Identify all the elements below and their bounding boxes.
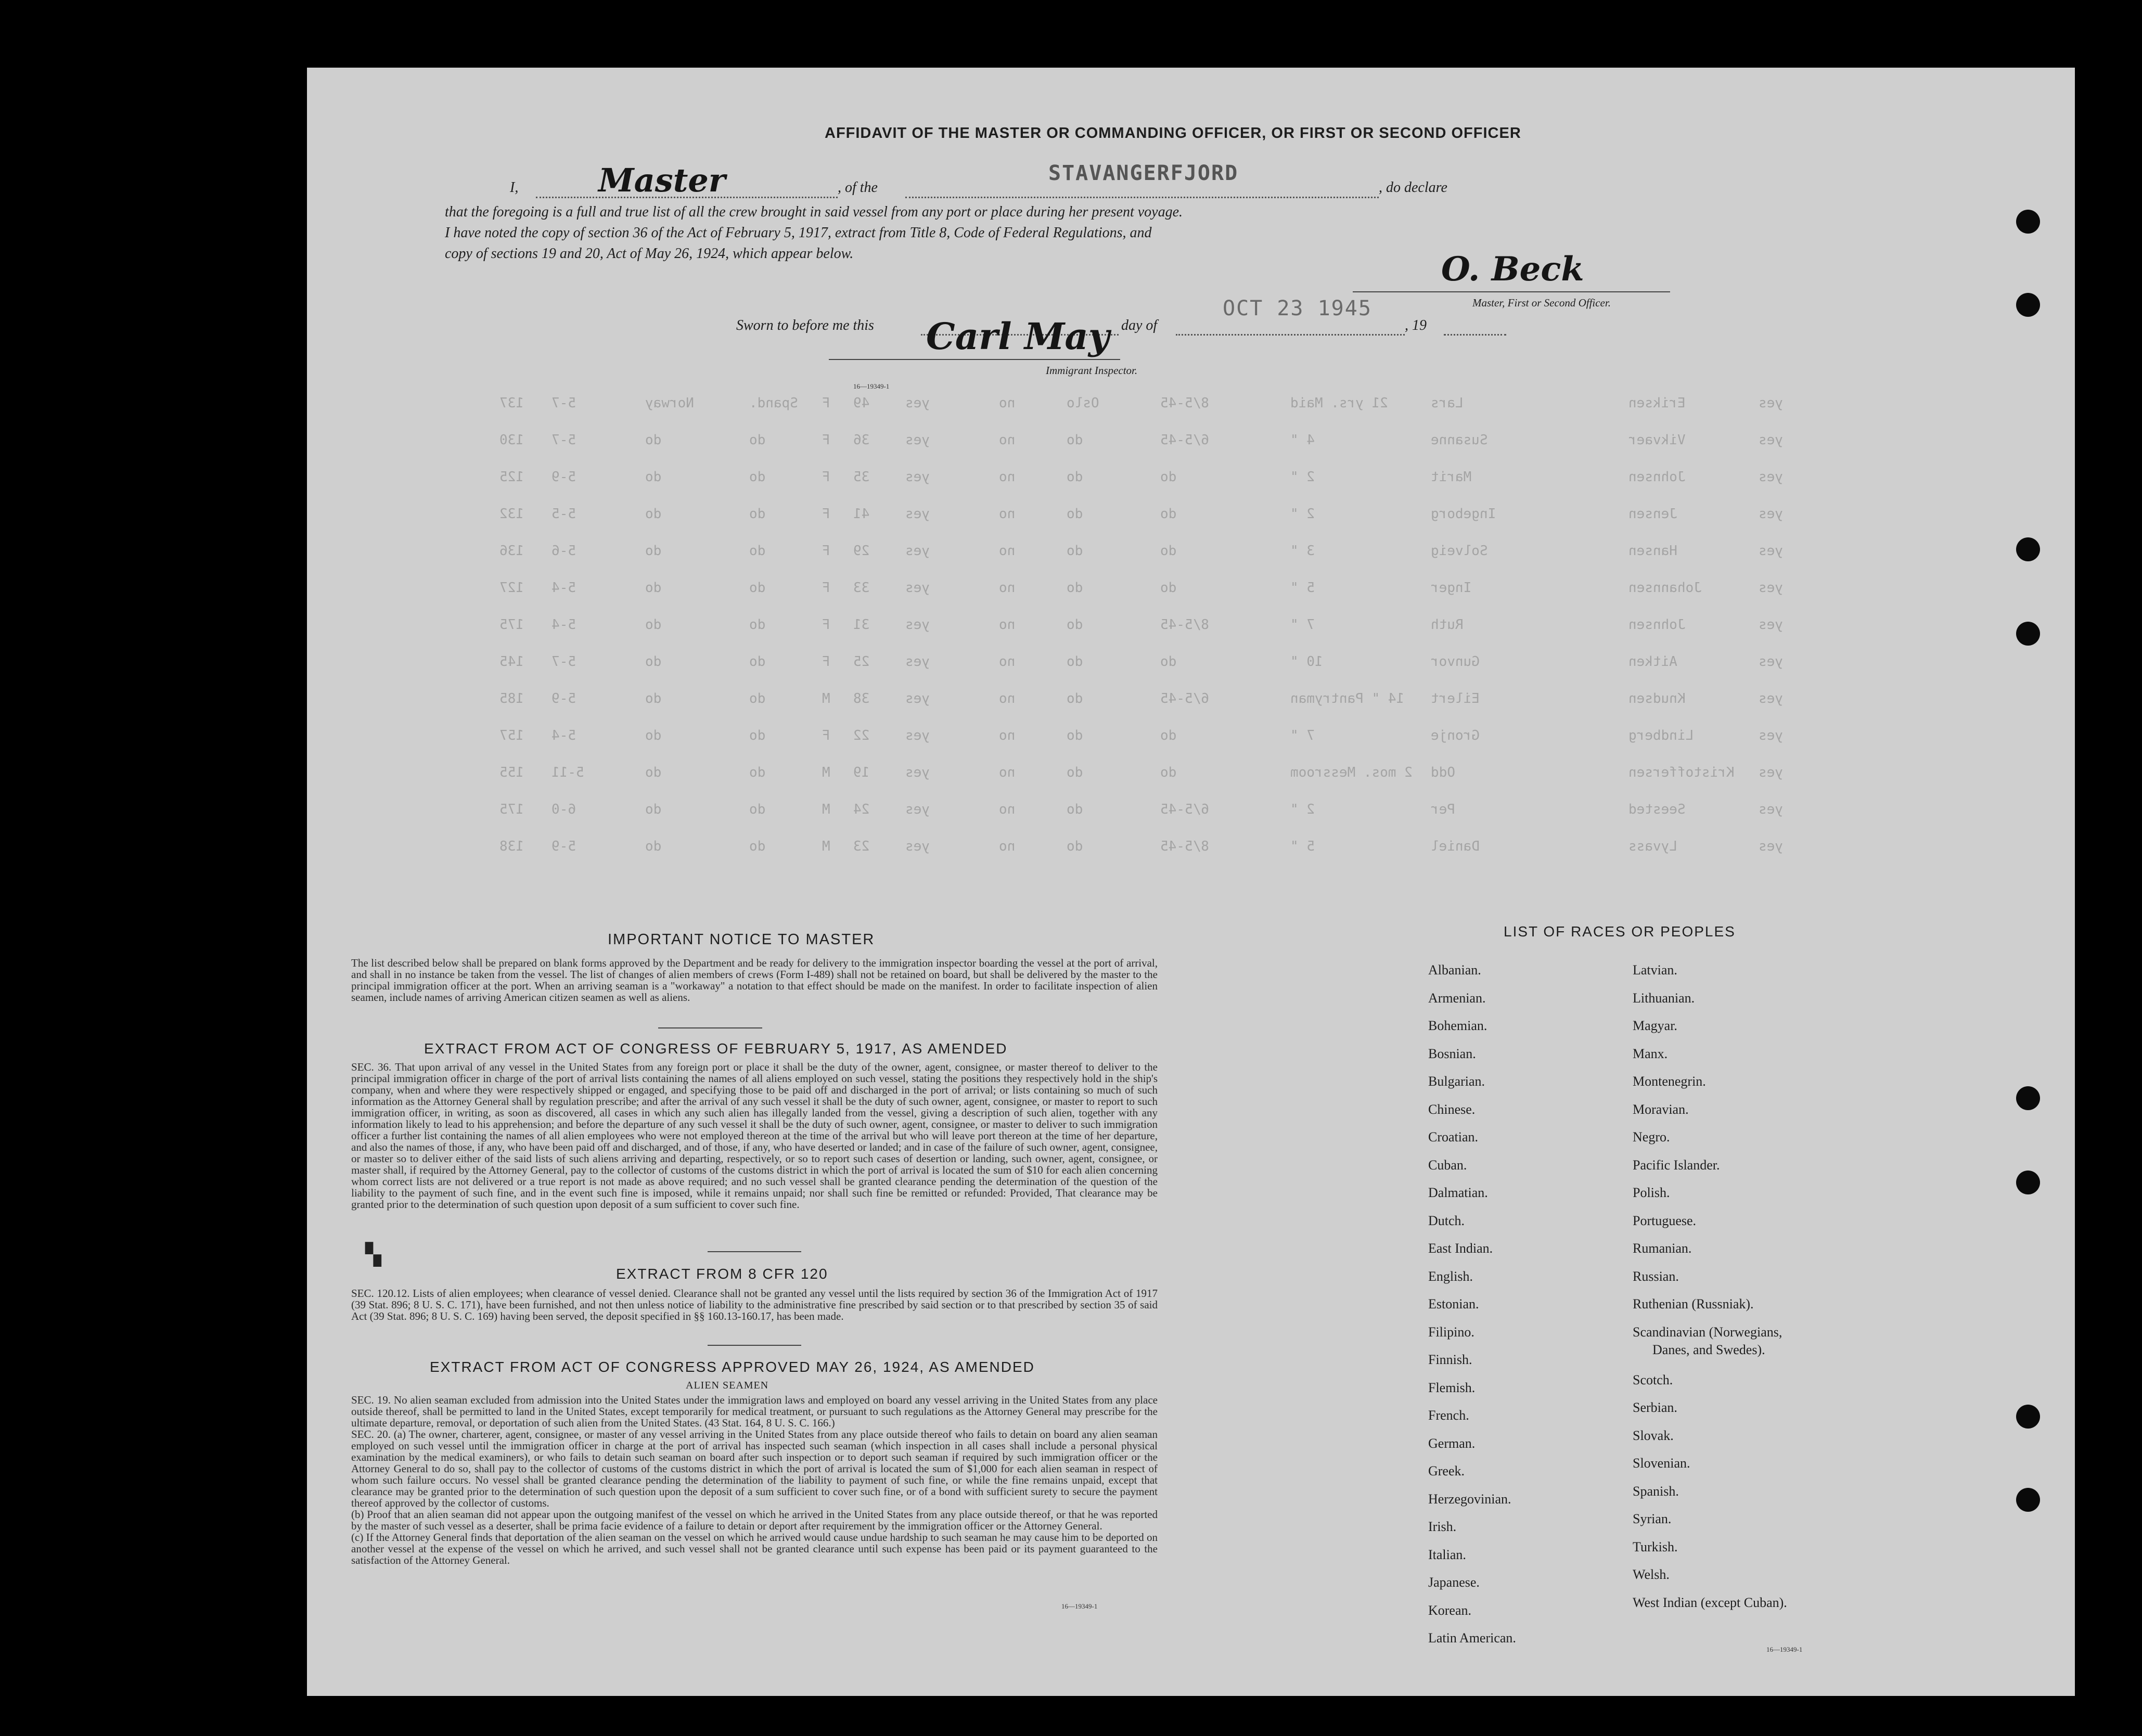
race-item: Bohemian. bbox=[1428, 1018, 1487, 1033]
bleedthrough-text: 5 " bbox=[1290, 839, 1315, 854]
race-item: Latin American. bbox=[1428, 1630, 1516, 1645]
bleedthrough-text: do bbox=[1067, 432, 1083, 448]
bleedthrough-text: Johnsen bbox=[1628, 469, 1686, 485]
bleedthrough-text: Gronje bbox=[1431, 728, 1480, 743]
bleedthrough-text: no bbox=[999, 432, 1016, 448]
bleedthrough-text: do bbox=[1160, 543, 1177, 559]
bleedthrough-text: 2 " bbox=[1290, 469, 1315, 485]
bleedthrough-text: 175 bbox=[499, 802, 524, 817]
race-item: Greek. bbox=[1428, 1463, 1465, 1478]
race-item: Flemish. bbox=[1428, 1380, 1476, 1395]
bleedthrough-text: no bbox=[999, 802, 1016, 817]
bleedthrough-text: 8/5-45 bbox=[1160, 617, 1209, 633]
bleedthrough-text: 6-0 bbox=[551, 802, 576, 817]
bleedthrough-text: yes bbox=[905, 506, 930, 522]
bleedthrough-text: Jensen bbox=[1628, 506, 1677, 522]
bleedthrough-text: 5-9 bbox=[551, 691, 576, 706]
bleedthrough-text: Oslo bbox=[1067, 395, 1099, 411]
bleedthrough-text: do bbox=[1067, 543, 1083, 559]
race-item: Russian. bbox=[1633, 1268, 1679, 1284]
bleedthrough-text: Odd bbox=[1431, 765, 1455, 780]
bleedthrough-text: yes bbox=[1759, 802, 1783, 817]
bleedthrough-text: 136 bbox=[499, 543, 524, 559]
bleedthrough-text: do bbox=[749, 469, 766, 485]
bleedthrough-text: 5-9 bbox=[551, 469, 576, 485]
bleedthrough-text: yes bbox=[1759, 543, 1783, 559]
bleedthrough-text: do bbox=[749, 580, 766, 596]
bleedthrough-text: Marit bbox=[1431, 469, 1472, 485]
bleedthrough-text: do bbox=[1067, 469, 1083, 485]
bleedthrough-text: do bbox=[645, 765, 662, 780]
bleedthrough-text: 130 bbox=[499, 432, 524, 448]
bleedthrough-text: yes bbox=[1759, 839, 1783, 854]
bleedthrough-text: 5-11 bbox=[551, 765, 584, 780]
bleedthrough-text: 5-6 bbox=[551, 543, 576, 559]
bleedthrough-text: Johnsen bbox=[1628, 617, 1686, 633]
binder-hole bbox=[2016, 1488, 2040, 1512]
binder-hole bbox=[2016, 210, 2040, 234]
bleedthrough-text: 155 bbox=[499, 765, 524, 780]
bleedthrough-text: 138 bbox=[499, 839, 524, 854]
notice-title: IMPORTANT NOTICE TO MASTER bbox=[608, 931, 875, 948]
bleedthrough-text: no bbox=[999, 654, 1016, 670]
race-item: Cuban. bbox=[1428, 1157, 1467, 1173]
race-item: Montenegrin. bbox=[1633, 1074, 1706, 1089]
race-item: Dutch. bbox=[1428, 1213, 1465, 1228]
binder-hole bbox=[2016, 622, 2040, 646]
bleedthrough-text: 33 bbox=[853, 580, 870, 596]
year-prefix: , 19 bbox=[1405, 317, 1427, 333]
day-of-label: day of bbox=[1121, 317, 1158, 333]
date-stamp: OCT 23 1945 bbox=[1223, 297, 1372, 320]
race-item: Spanish. bbox=[1633, 1483, 1679, 1499]
bleedthrough-text: yes bbox=[905, 728, 930, 743]
bleedthrough-text: Knudsen bbox=[1628, 691, 1686, 706]
bleedthrough-text: Solveig bbox=[1431, 543, 1488, 559]
bleedthrough-text: yes bbox=[1759, 395, 1783, 411]
races-title: LIST OF RACES OR PEOPLES bbox=[1504, 923, 1736, 940]
bleedthrough-text: 125 bbox=[499, 469, 524, 485]
bleedthrough-text: 24 bbox=[853, 802, 870, 817]
race-item: Negro. bbox=[1633, 1129, 1670, 1145]
race-item: Portuguese. bbox=[1633, 1213, 1697, 1228]
binder-hole bbox=[2016, 293, 2040, 317]
race-item: Danes, and Swedes). bbox=[1652, 1342, 1765, 1357]
bleedthrough-text: yes bbox=[1759, 580, 1783, 596]
race-item: Manx. bbox=[1633, 1046, 1668, 1061]
bleedthrough-text: 10 " bbox=[1290, 654, 1323, 670]
bleedthrough-text: do bbox=[1160, 765, 1177, 780]
bleedthrough-text: do bbox=[749, 839, 766, 854]
race-item: Turkish. bbox=[1633, 1539, 1678, 1554]
bleedthrough-text: do bbox=[645, 691, 662, 706]
bleedthrough-text: do bbox=[1067, 765, 1083, 780]
extract-1924-text bbox=[351, 1394, 1158, 1566]
bleedthrough-text: F bbox=[822, 469, 830, 485]
bleedthrough-text: yes bbox=[905, 432, 930, 448]
race-item: Bulgarian. bbox=[1428, 1074, 1485, 1089]
bleedthrough-text: 5-9 bbox=[551, 839, 576, 854]
bleedthrough-text: Norway bbox=[645, 395, 694, 411]
bleedthrough-text: Eriksen bbox=[1628, 395, 1686, 411]
bleedthrough-text: no bbox=[999, 395, 1016, 411]
bleedthrough-text: 5-4 bbox=[551, 580, 576, 596]
inspector-label: Immigrant Inspector. bbox=[1046, 364, 1138, 377]
bleedthrough-text: do bbox=[749, 432, 766, 448]
bleedthrough-text: 5-7 bbox=[551, 654, 576, 670]
extract-1924-title: EXTRACT FROM ACT OF CONGRESS APPROVED MAY 26, 1924, AS AMENDED bbox=[430, 1359, 1035, 1375]
margin-mark: ▚ bbox=[365, 1243, 381, 1266]
race-item: Filipino. bbox=[1428, 1324, 1474, 1340]
bleedthrough-text: F bbox=[822, 580, 830, 596]
bleedthrough-text: 25 bbox=[853, 654, 870, 670]
master-label: Master, First or Second Officer. bbox=[1472, 297, 1611, 309]
bleedthrough-text: M bbox=[822, 765, 830, 780]
bleedthrough-text: do bbox=[1067, 728, 1083, 743]
bleedthrough-text: yes bbox=[905, 469, 930, 485]
signer-handwriting: Master bbox=[598, 161, 726, 199]
race-item: English. bbox=[1428, 1268, 1473, 1284]
bleedthrough-text: yes bbox=[1759, 506, 1783, 522]
bleedthrough-text: 29 bbox=[853, 543, 870, 559]
bleedthrough-text: yes bbox=[905, 395, 930, 411]
bleedthrough-text: M bbox=[822, 691, 830, 706]
bleedthrough-text: F bbox=[822, 654, 830, 670]
bleedthrough-text: do bbox=[1067, 617, 1083, 633]
bleedthrough-text: Daniel bbox=[1431, 839, 1480, 854]
bleedthrough-text: yes bbox=[905, 691, 930, 706]
bleedthrough-text: M bbox=[822, 839, 830, 854]
bleedthrough-text: M bbox=[822, 802, 830, 817]
affidavit-title: AFFIDAVIT OF THE MASTER OR COMMANDING OFFICER, OR FIRST OR SECOND OFFICER bbox=[825, 125, 1521, 142]
race-item: Ruthenian (Russniak). bbox=[1633, 1296, 1754, 1311]
race-item: Korean. bbox=[1428, 1602, 1472, 1618]
extract-cfr-title: EXTRACT FROM 8 CFR 120 bbox=[616, 1266, 828, 1282]
bleedthrough-text: 175 bbox=[499, 617, 524, 633]
bleedthrough-text: Johannsen bbox=[1628, 580, 1702, 596]
bleedthrough-text: 23 bbox=[853, 839, 870, 854]
bleedthrough-text: yes bbox=[1759, 617, 1783, 633]
bleedthrough-text: Eilert bbox=[1431, 691, 1480, 706]
bleedthrough-text: yes bbox=[1759, 691, 1783, 706]
extract-1924-subtitle: ALIEN SEAMEN bbox=[686, 1380, 769, 1391]
inspector-signature: Carl May bbox=[926, 315, 1110, 358]
bleedthrough-text: yes bbox=[905, 617, 930, 633]
bleedthrough-text: 5 " bbox=[1290, 580, 1315, 596]
bleedthrough-text: 41 bbox=[853, 506, 870, 522]
bleedthrough-text: Per bbox=[1431, 802, 1455, 817]
bleedthrough-text: yes bbox=[905, 839, 930, 854]
bleedthrough-text: Lyvass bbox=[1628, 839, 1677, 854]
bleedthrough-text: 14 " Pantryman bbox=[1290, 691, 1405, 706]
sec-19-paragraph: SEC. 19. No alien seaman excluded from admission into the United States under the immigration laws and employed on board any vessel arriving in the United States from any place outside thereof, shall be permitted to land in the United States, except temporarily for medical treatment, or pursuant to such regulations as the Attorney General may prescribe for the ultimate departure, removal, or deportation of such alien from the United States. (43 Stat. 164, 8 U. S. C. 166.) bbox=[351, 1394, 1158, 1429]
bleedthrough-text: do bbox=[1160, 654, 1177, 670]
bleedthrough-text: do bbox=[645, 802, 662, 817]
race-item: Japanese. bbox=[1428, 1575, 1480, 1590]
bleedthrough-text: 19 bbox=[853, 765, 870, 780]
bleedthrough-text: do bbox=[749, 506, 766, 522]
extract-1917-text: SEC. 36. That upon arrival of any vessel in the United States from any foreign port or place it shall be the duty of the owner, agent, consignee, or master thereof to deliver to the principal immigration officer in charge of the port of arrival lists containing the names of all aliens employed on such vessel, stating the positions they respectively hold in the ship's company, when and where they were respectively shipped or engaged, and specifying those to be paid off and discharged in the port of arrival; or lists containing so much of such information as the Attorney General shall by regulation prescribe; and after the arrival of any such vessel it shall be the duty of such owner, agent, consignee, or master to report to such immigration officer, in writing, as soon as discovered, all cases in which any such alien has illegally landed from the vessel, giving a description of such alien, together with any information likely to lead to his apprehension; and before the departure of any such vessel it shall be the duty of such owner, agent, consignee, or master to deliver to such immigration officer a further list containing the names of all alien employees who were not employed thereon at the time of the arrival but who will leave port thereon at the time of her departure, and also the names of those, if any, who have been paid off and discharged, and of those, if any, who have deserted or landed; and in case of the failure of such owner, agent, consignee, or master so to deliver either of the said lists of such aliens arriving and departing, respectively, or so to report such cases of desertion or landing, such owner, agent, consignee, or master shall, if required by the Attorney General, pay to the collector of customs of the customs district in which the port of arrival is located the sum of $10 for each alien concerning whom correct lists are not delivered or a true report is not made as above required; and no such vessel shall be granted clearance pending the determination of the question of the liability to the payment of such fine, and in the event such fine is imposed, while it remains unpaid; nor shall such fine be remitted or refunded: Provided, That clearance may be granted prior to the determination of such question upon deposit of a sum sufficient to cover such fine. bbox=[351, 1061, 1158, 1211]
bleedthrough-text: Ruth bbox=[1431, 617, 1464, 633]
race-item: Finnish. bbox=[1428, 1352, 1472, 1367]
race-item: Polish. bbox=[1633, 1185, 1670, 1200]
sec-20b-paragraph: (b) Proof that an alien seaman did not appear upon the outgoing manifest of the vessel on which he arrived in the United States from any place outside thereof, or that he was reported by the master of such vessel as a deserter, shall be prima facie evidence of a failure to detain or deport after requirement by the immigration officer or the Attorney General. bbox=[351, 1508, 1158, 1532]
bleedthrough-text: do bbox=[1067, 580, 1083, 596]
bleedthrough-text: do bbox=[645, 432, 662, 448]
bleedthrough-text: yes bbox=[905, 802, 930, 817]
bleedthrough-text: no bbox=[999, 506, 1016, 522]
form-number-left: 16—19349-1 bbox=[1061, 1602, 1098, 1610]
race-item: Slovak. bbox=[1633, 1428, 1674, 1443]
binder-hole bbox=[2016, 1405, 2040, 1429]
form-number-top: 16—19349-1 bbox=[853, 382, 890, 390]
bleedthrough-text: do bbox=[749, 728, 766, 743]
bleedthrough-text: F bbox=[822, 617, 830, 633]
bleedthrough-text: Susanne bbox=[1431, 432, 1488, 448]
bleedthrough-text: no bbox=[999, 469, 1016, 485]
bleedthrough-text: yes bbox=[1759, 765, 1783, 780]
bleedthrough-text: 5-4 bbox=[551, 617, 576, 633]
race-item: German. bbox=[1428, 1435, 1476, 1451]
extract-1917-title: EXTRACT FROM ACT OF CONGRESS OF FEBRUARY 5, 1917, AS AMENDED bbox=[424, 1040, 1008, 1057]
bleedthrough-text: do bbox=[645, 506, 662, 522]
form-number-right: 16—19349-1 bbox=[1766, 1645, 1803, 1653]
bleedthrough-text: yes bbox=[905, 543, 930, 559]
affidavit-i: I, bbox=[510, 179, 519, 196]
bleedthrough-text: F bbox=[822, 432, 830, 448]
bleedthrough-text: 6/5-45 bbox=[1160, 802, 1209, 817]
bleedthrough-text: Hansen bbox=[1628, 543, 1677, 559]
bleedthrough-text: Lindberg bbox=[1628, 728, 1694, 743]
bleedthrough-text: do bbox=[749, 691, 766, 706]
affidavit-line-4: copy of sections 19 and 20, Act of May 26, 1924, which appear below. bbox=[445, 246, 854, 262]
bleedthrough-text: 145 bbox=[499, 654, 524, 670]
bleedthrough-text: yes bbox=[1759, 654, 1783, 670]
master-signature: O. Beck bbox=[1441, 250, 1584, 289]
bleedthrough-text: Spand. bbox=[749, 395, 798, 411]
race-item: Rumanian. bbox=[1633, 1241, 1692, 1256]
bleedthrough-text: no bbox=[999, 580, 1016, 596]
race-item: Lithuanian. bbox=[1633, 990, 1695, 1006]
bleedthrough-text: Ingeborg bbox=[1431, 506, 1496, 522]
bleedthrough-text: do bbox=[645, 728, 662, 743]
race-item: Serbian. bbox=[1633, 1400, 1677, 1415]
bleedthrough-text: Seested bbox=[1628, 802, 1686, 817]
bleedthrough-text: 49 bbox=[853, 395, 870, 411]
bleedthrough-text: yes bbox=[1759, 728, 1783, 743]
bleedthrough-text: Aitken bbox=[1628, 654, 1677, 670]
extract-cfr-text: SEC. 120.12. Lists of alien employees; when clearance of vessel denied. Clearance shall not be granted any vessel until the lists required by section 36 of the Immigration Act of 1917 (39 Stat. 896; 8 U. S. C. 171), have been furnished, and not then unless notice of liability to the administrative fine prescribed by said section or to that prescribed by section 35 of said Act (39 Stat. 896; 8 U. S. C. 169) having been served, the deposit specified in §§ 160.13-160.17, has been made. bbox=[351, 1287, 1158, 1322]
bleedthrough-text: do bbox=[1067, 506, 1083, 522]
bleedthrough-text: 22 bbox=[853, 728, 870, 743]
bleedthrough-text: 31 bbox=[853, 617, 870, 633]
bleedthrough-text: no bbox=[999, 617, 1016, 633]
race-item: Armenian. bbox=[1428, 990, 1486, 1006]
race-item: Irish. bbox=[1428, 1519, 1457, 1534]
race-item: Slovenian. bbox=[1633, 1456, 1690, 1471]
bleedthrough-text: 7 " bbox=[1290, 617, 1315, 633]
bleedthrough-text: do bbox=[1067, 691, 1083, 706]
bleedthrough-text: do bbox=[1067, 802, 1083, 817]
bleedthrough-text: do bbox=[1067, 839, 1083, 854]
bleedthrough-text: no bbox=[999, 765, 1016, 780]
bleedthrough-text: do bbox=[645, 617, 662, 633]
race-item: Croatian. bbox=[1428, 1129, 1479, 1145]
bleedthrough-text: do bbox=[645, 543, 662, 559]
sec-20a-paragraph: SEC. 20. (a) The owner, charterer, agent, consignee, or master of any vessel arriving in the United States from any place outside thereof who fails to detain on board any alien seaman employed on such vessel until the immigration officer in charge at the port of arrival has inspected such seaman (which inspection in all cases shall include a personal physical examination by the medical examiners), or who fails to detain such seaman on board after such inspection or to deport such seaman if required by such immigration officer or the Attorney General to do so, shall pay to the collector of customs of the customs district in which the port of arrival is located the sum of $1,000 for each alien seaman in respect of whom such failure occurs. No vessel shall be granted clearance pending the determination of the liability to payment of such fine, or while the fine remains unpaid, except that clearance may be granted prior to the determination of such question upon the deposit of a sum sufficient to cover such fine, or of a bond with sufficient surety to secure the payment thereof approved by the collector of customs. bbox=[351, 1428, 1158, 1509]
vessel-name: STAVANGERFJORD bbox=[1048, 161, 1239, 185]
bleedthrough-text: 6/5-45 bbox=[1160, 691, 1209, 706]
bleedthrough-text: yes bbox=[1759, 469, 1783, 485]
binder-hole bbox=[2016, 1171, 2040, 1194]
race-item: Scotch. bbox=[1633, 1372, 1673, 1387]
bleedthrough-text: 8/5-45 bbox=[1160, 395, 1209, 411]
bleedthrough-text: 185 bbox=[499, 691, 524, 706]
bleedthrough-text: Lars bbox=[1431, 395, 1464, 411]
bleedthrough-text: yes bbox=[905, 765, 930, 780]
race-item: Welsh. bbox=[1633, 1567, 1670, 1582]
race-item: Syrian. bbox=[1633, 1511, 1672, 1526]
bleedthrough-text: do bbox=[1160, 506, 1177, 522]
bleedthrough-text: 35 bbox=[853, 469, 870, 485]
bleedthrough-text: F bbox=[822, 506, 830, 522]
bleedthrough-text: 5-7 bbox=[551, 395, 576, 411]
bleedthrough-text: 36 bbox=[853, 432, 870, 448]
bleedthrough-text: 2 " bbox=[1290, 506, 1315, 522]
bleedthrough-text: do bbox=[645, 654, 662, 670]
bleedthrough-text: 21 yrs. Maid bbox=[1290, 395, 1388, 411]
sec-20c-paragraph: (c) If the Attorney General finds that deportation of the alien seaman on the vessel on which he arrived would cause undue hardship to such seaman he may cause him to be deported on another vessel at the expense of the vessel on which he arrived, and such vessel shall not be granted clearance until such expense has been paid or its payment guaranteed to the satisfaction of the Attorney General. bbox=[351, 1531, 1158, 1566]
race-item: Chinese. bbox=[1428, 1101, 1476, 1117]
bleedthrough-text: 7 " bbox=[1290, 728, 1315, 743]
race-item: Estonian. bbox=[1428, 1296, 1479, 1311]
bleedthrough-text: no bbox=[999, 728, 1016, 743]
race-item: Bosnian. bbox=[1428, 1046, 1476, 1061]
affidavit-line-2: that the foregoing is a full and true list of all the crew brought in said vessel from any port or place during her present voyage. bbox=[445, 204, 1183, 220]
bleedthrough-text: no bbox=[999, 691, 1016, 706]
binder-hole bbox=[2016, 537, 2040, 561]
bleedthrough-text: Inger bbox=[1431, 580, 1472, 596]
bleedthrough-text: do bbox=[1067, 654, 1083, 670]
bleedthrough-text: do bbox=[749, 802, 766, 817]
race-item: Herzegovinian. bbox=[1428, 1491, 1511, 1507]
bleedthrough-text: 2 mos. Messroom bbox=[1290, 765, 1413, 780]
affidavit-do-declare: , do declare bbox=[1379, 179, 1447, 196]
bleedthrough-text: no bbox=[999, 839, 1016, 854]
bleedthrough-text: yes bbox=[1759, 432, 1783, 448]
bleedthrough-text: do bbox=[1160, 580, 1177, 596]
binder-hole bbox=[2016, 1086, 2040, 1110]
bleedthrough-text: no bbox=[999, 543, 1016, 559]
document-page bbox=[307, 68, 2075, 1696]
race-item: Latvian. bbox=[1633, 962, 1677, 978]
race-item: Albanian. bbox=[1428, 962, 1481, 978]
race-item: Italian. bbox=[1428, 1547, 1466, 1562]
bleedthrough-text: 38 bbox=[853, 691, 870, 706]
bleedthrough-text: 4 " bbox=[1290, 432, 1315, 448]
notice-text: The list described below shall be prepared on blank forms approved by the Department and be ready for delivery to the immigration inspector boarding the vessel at the port of arrival, and shall in no instance be taken from the vessel. The list of changes of alien members of crews (Form I-489) shall not be retained on board, but shall be delivered by the master to the principal immigration officer at the port. When an arriving seaman is a "workaway" a notation to that effect should be made on the manifest. In order to facilitate inspection of alien seamen, include names of arriving American citizen seamen as well as aliens. bbox=[351, 957, 1158, 1004]
bleedthrough-text: 5-4 bbox=[551, 728, 576, 743]
race-item: East Indian. bbox=[1428, 1241, 1493, 1256]
sworn-label: Sworn to before me this bbox=[736, 317, 874, 333]
bleedthrough-text: 137 bbox=[499, 395, 524, 411]
bleedthrough-text: do bbox=[645, 580, 662, 596]
affidavit-of-the: , of the bbox=[838, 179, 878, 196]
bleedthrough-text: do bbox=[645, 839, 662, 854]
bleedthrough-text: 5-5 bbox=[551, 506, 576, 522]
bleedthrough-text: F bbox=[822, 395, 830, 411]
bleedthrough-text: 132 bbox=[499, 506, 524, 522]
race-item: Scandinavian (Norwegians, bbox=[1633, 1324, 1782, 1340]
bleedthrough-text: Gunvor bbox=[1431, 654, 1480, 670]
race-item: West Indian (except Cuban). bbox=[1633, 1594, 1787, 1610]
bleedthrough-text: do bbox=[1160, 728, 1177, 743]
race-item: Moravian. bbox=[1633, 1101, 1689, 1117]
affidavit-line-3: I have noted the copy of section 36 of the Act of February 5, 1917, extract from Title 8, Code of Federal Regulations, and bbox=[445, 225, 1152, 241]
bleedthrough-text: 2 " bbox=[1290, 802, 1315, 817]
bleedthrough-text: F bbox=[822, 728, 830, 743]
bleedthrough-text: yes bbox=[905, 654, 930, 670]
bleedthrough-text: do bbox=[749, 654, 766, 670]
bleedthrough-text: do bbox=[1160, 469, 1177, 485]
bleedthrough-text: 127 bbox=[499, 580, 524, 596]
race-item: Pacific Islander. bbox=[1633, 1157, 1720, 1173]
bleedthrough-text: 3 " bbox=[1290, 543, 1315, 559]
bleedthrough-text: Kristoffersen bbox=[1628, 765, 1735, 780]
bleedthrough-text: F bbox=[822, 543, 830, 559]
bleedthrough-text: do bbox=[749, 617, 766, 633]
bleedthrough-text: do bbox=[749, 543, 766, 559]
race-item: Magyar. bbox=[1633, 1018, 1677, 1033]
race-item: Dalmatian. bbox=[1428, 1185, 1488, 1200]
bleedthrough-text: Vikvaer bbox=[1628, 432, 1686, 448]
bleedthrough-text: 5-7 bbox=[551, 432, 576, 448]
bleedthrough-text: 157 bbox=[499, 728, 524, 743]
race-item: French. bbox=[1428, 1408, 1469, 1423]
bleedthrough-text: 8/5-45 bbox=[1160, 839, 1209, 854]
bleedthrough-text: 6/5-45 bbox=[1160, 432, 1209, 448]
bleedthrough-text: yes bbox=[905, 580, 930, 596]
bleedthrough-text: do bbox=[645, 469, 662, 485]
bleedthrough-text: do bbox=[749, 765, 766, 780]
